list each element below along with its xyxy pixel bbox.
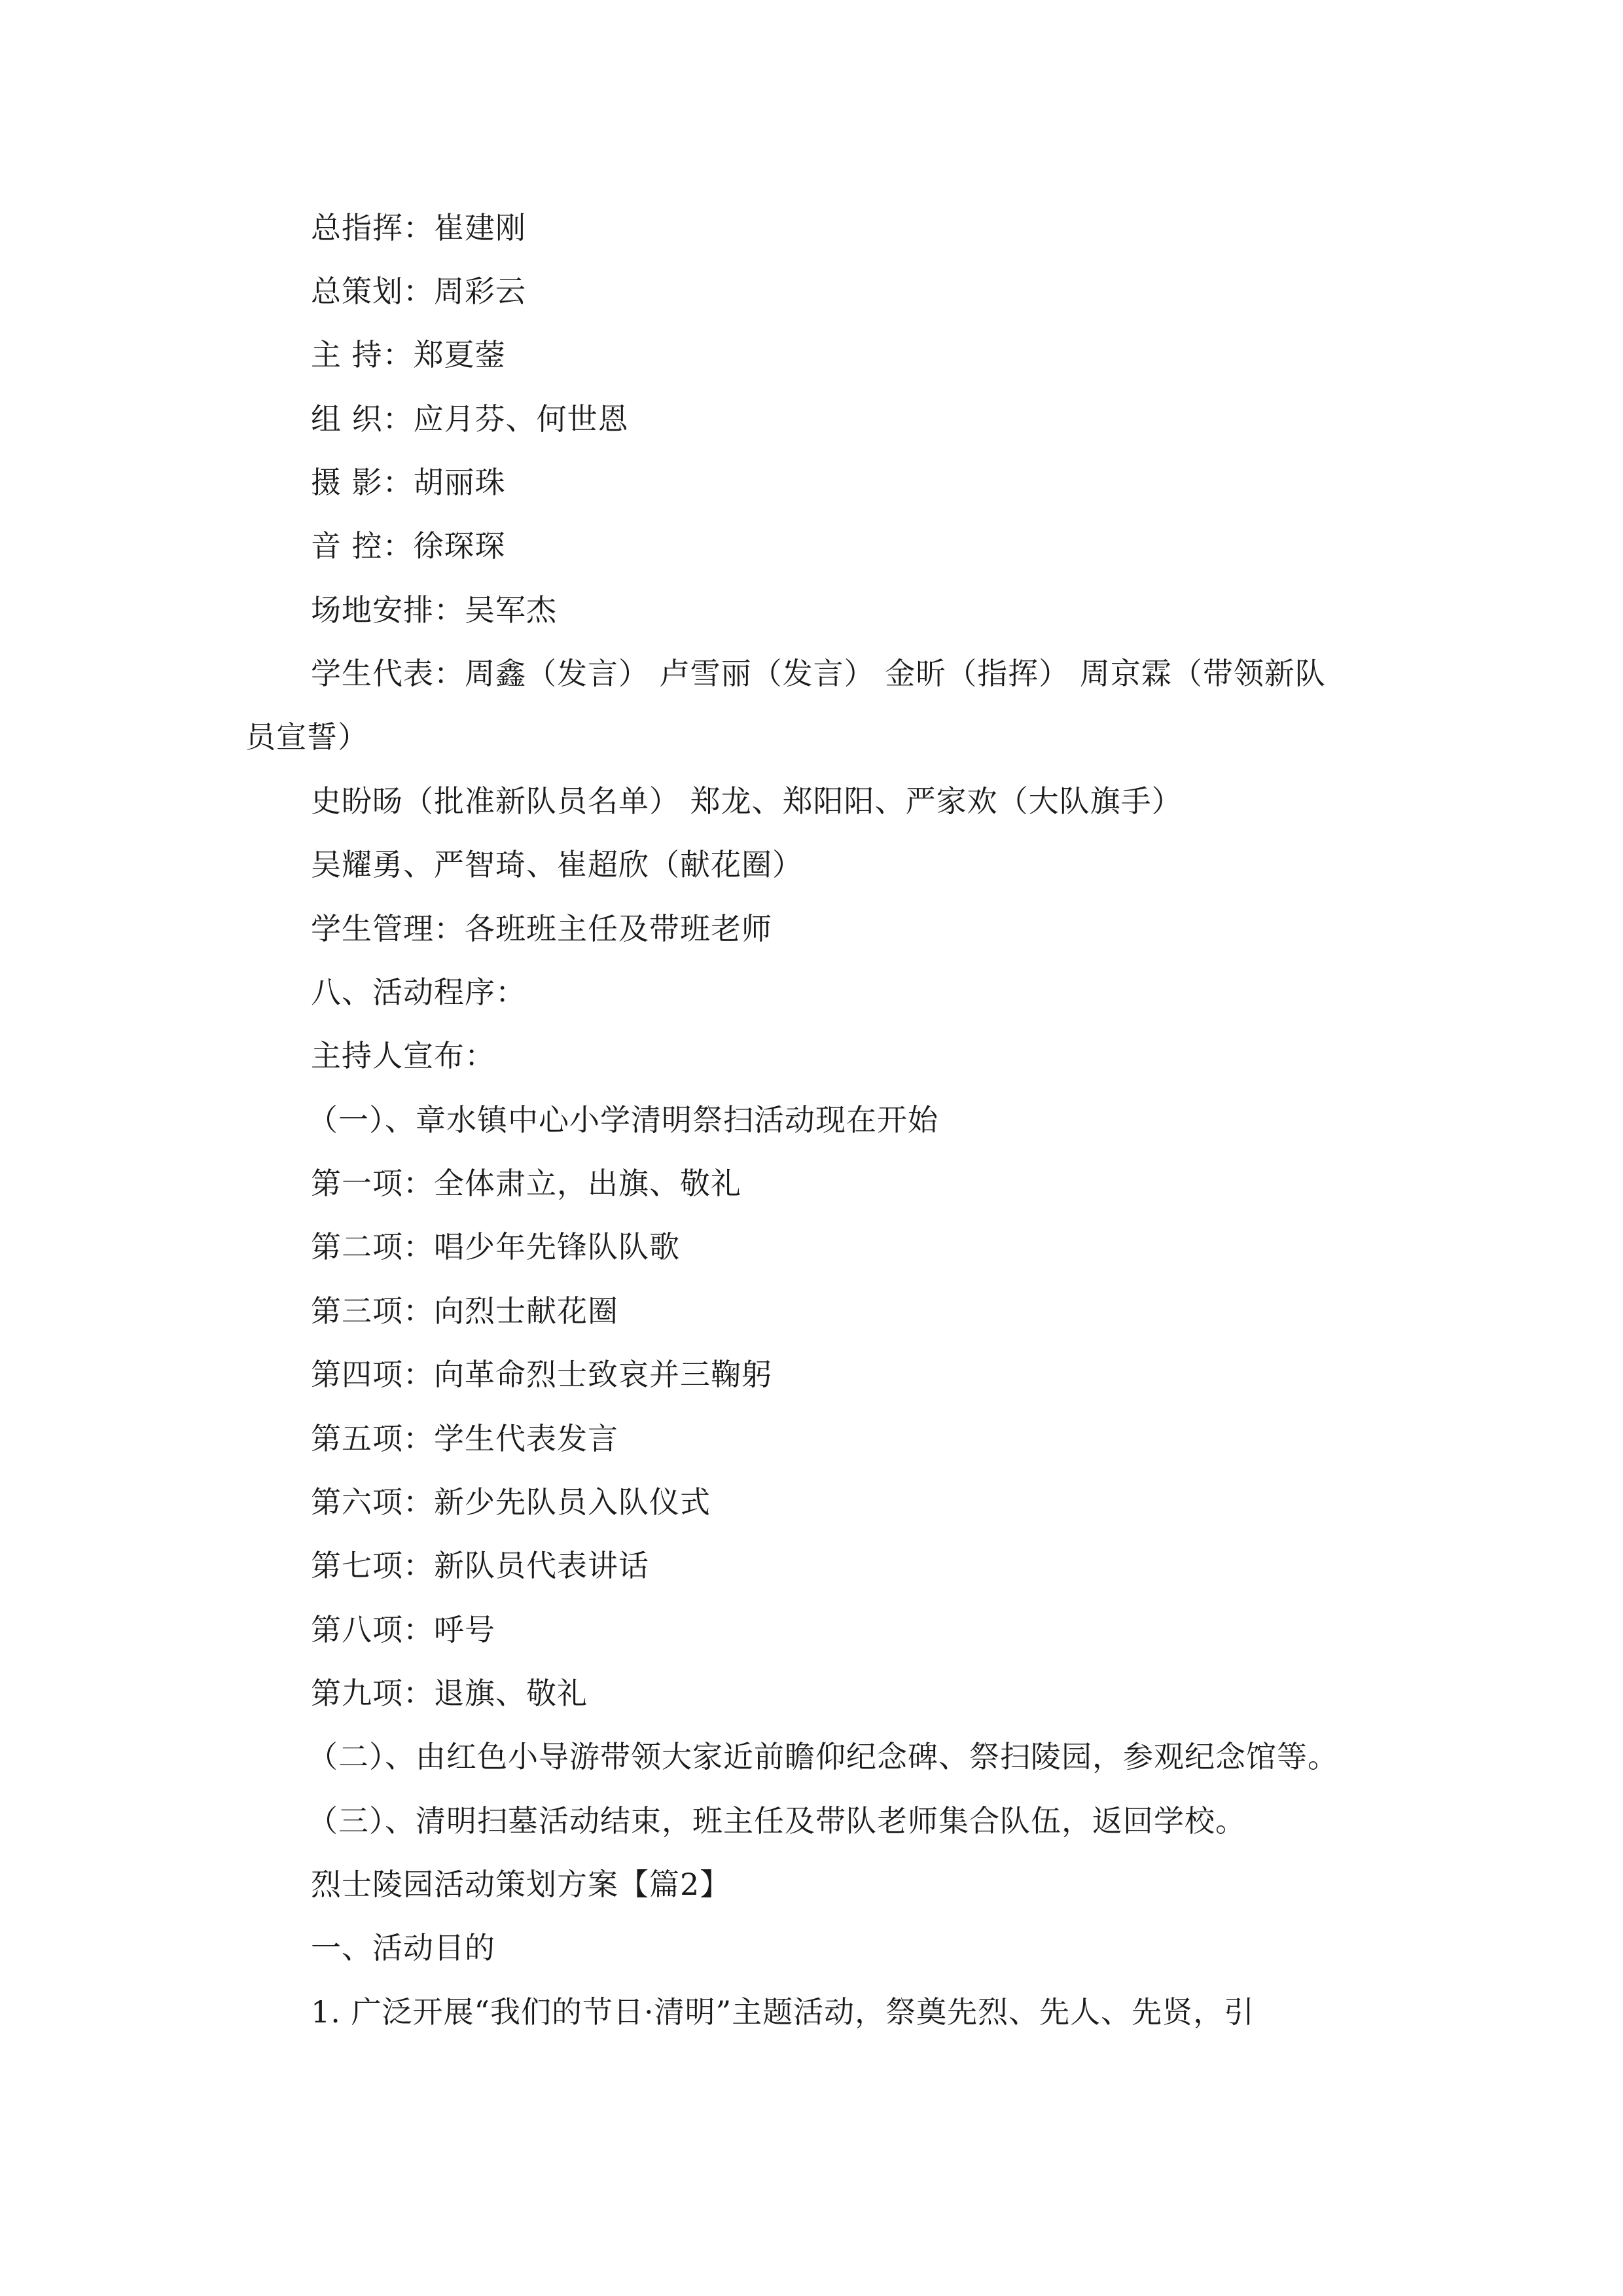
text-line: 员宣誓） (245, 719, 368, 755)
text-line: 第二项：唱少年先锋队队歌 (311, 1229, 680, 1265)
text-line: 第四项：向革命烈士致哀并三鞠躬 (311, 1357, 772, 1392)
text-line: （一）、章水镇中心小学清明祭扫活动现在开始 (308, 1102, 938, 1138)
text-line: 总策划：周彩云 (311, 274, 526, 309)
text-line: 总指挥：崔建刚 (311, 210, 526, 245)
text-line: （三）、清明扫墓活动结束，班主任及带队老师集合队伍，返回学校。 (308, 1803, 1246, 1839)
text-line: 主 持：郑夏蓥 (311, 337, 506, 372)
text-line: 第三项：向烈士献花圈 (311, 1293, 618, 1329)
section-heading: 八、活动程序： (311, 975, 526, 1010)
text-line: 史盼旸（批准新队员名单） 郑龙、郑阳阳、严家欢（大队旗手） (311, 783, 1183, 819)
section-heading: 一、活动目的 (311, 1930, 495, 1965)
text-line: 学生管理：各班班主任及带班老师 (311, 911, 772, 946)
text-line: 第一项：全体肃立，出旗、敬礼 (311, 1166, 741, 1201)
text-line: 音 控：徐琛琛 (311, 528, 506, 564)
text-line: 第七项：新队员代表讲话 (311, 1548, 649, 1583)
text-line: 吴耀勇、严智琦、崔超欣（献花圈） (311, 847, 803, 882)
text-line: 1. 广泛开展“我们的节日·清明”主题活动，祭奠先烈、先人、先贤，引 (311, 1994, 1255, 2030)
text-line: 场地安排：吴军杰 (311, 592, 557, 628)
text-line: 第五项：学生代表发言 (311, 1421, 618, 1456)
text-line: 组 织：应月芬、何世恩 (311, 401, 629, 437)
text-line: 第九项：退旗、敬礼 (311, 1676, 588, 1711)
text-line: 第八项：呼号 (311, 1612, 495, 1647)
text-line: 主持人宣布： (311, 1038, 495, 1073)
text-line: 摄 影：胡丽珠 (311, 465, 506, 500)
text-line: 第六项：新少先队员入队仪式 (311, 1484, 711, 1520)
text-line: 学生代表：周鑫（发言） 卢雪丽（发言） 金昕（指挥） 周京霖（带领新队 (311, 656, 1326, 691)
text-line: （二）、由红色小导游带领大家近前瞻仰纪念碑、祭扫陵园，参观纪念馆等。 (308, 1739, 1338, 1774)
section-heading: 烈士陵园活动策划方案【篇2】 (311, 1867, 731, 1902)
